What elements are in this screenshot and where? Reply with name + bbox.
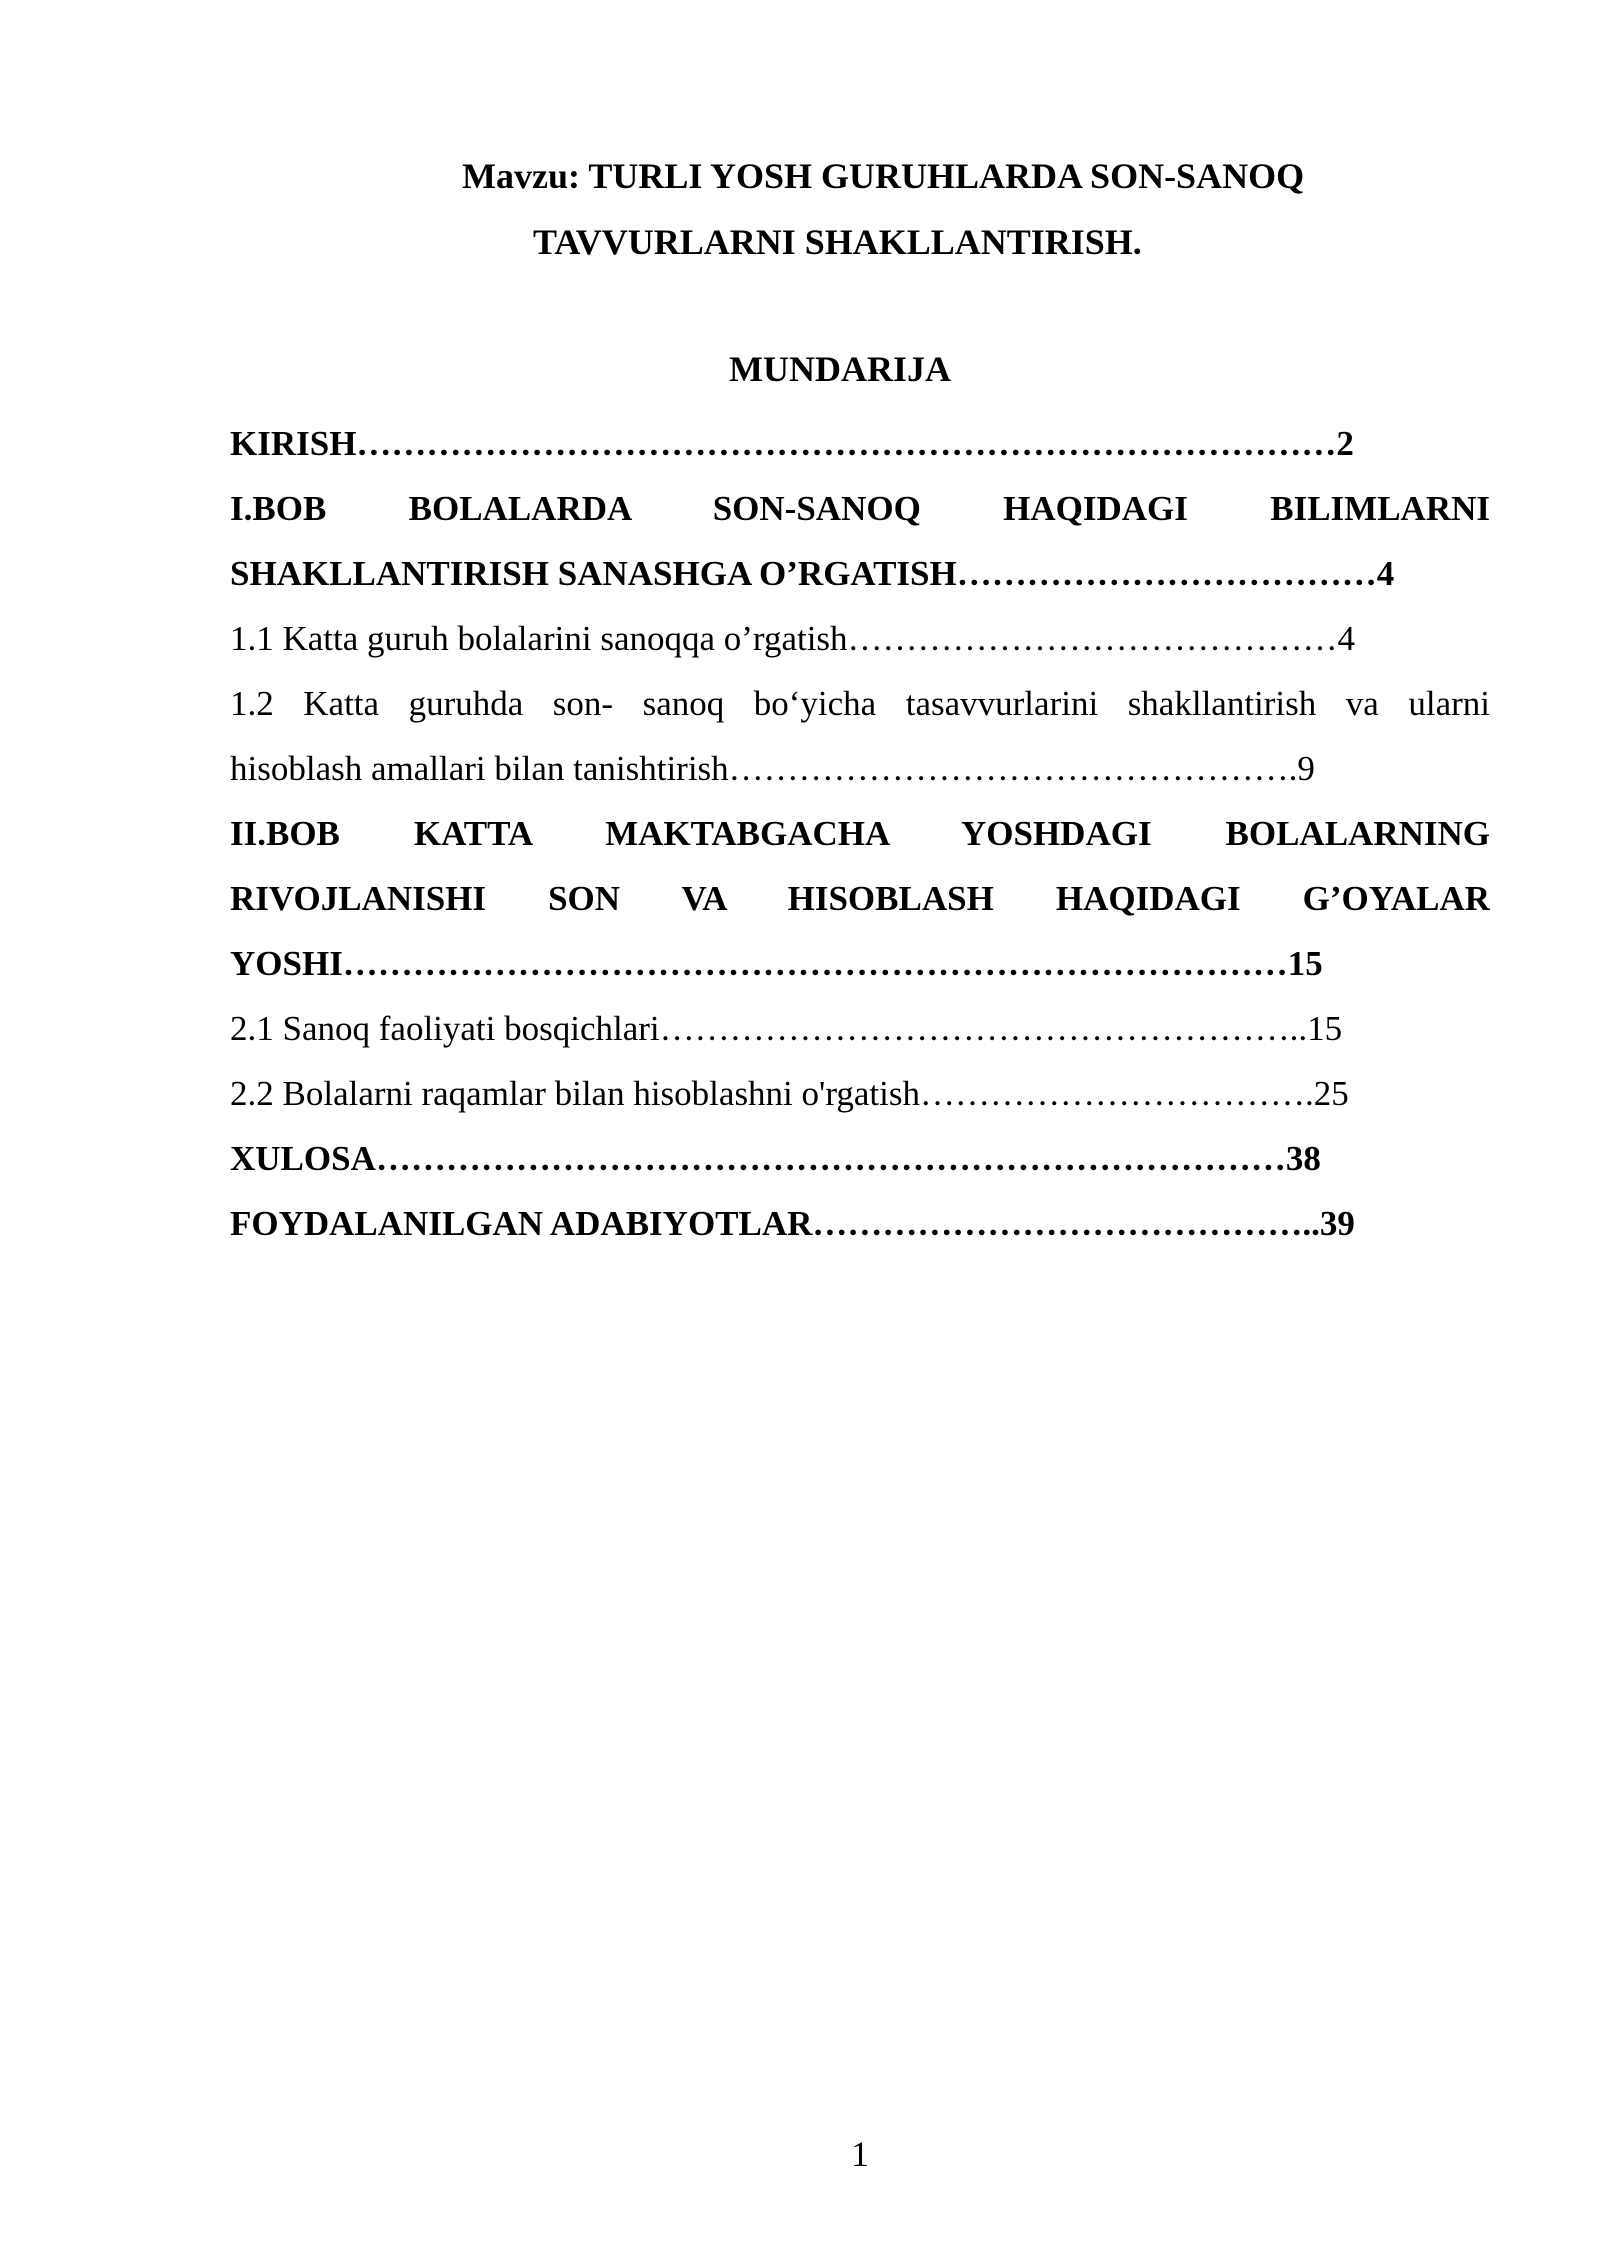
toc-entry-kirish: KIRISH…………………………………………………………………………2 <box>230 424 1354 463</box>
toc-entry-chapter-2-line-3: YOSHI………………………………………………………………………15 <box>230 944 1323 983</box>
toc-entry-section-2-1: 2.1 Sanoq faoliyati bosqichlari………………………………………………..15 <box>230 1009 1343 1048</box>
toc-entry-chapter-2-line-2: RIVOJLANISHI SON VA HISOBLASH HAQIDAGI G’OYALAR <box>230 879 1490 918</box>
toc-entry-section-2-2: 2.2 Bolalarni raqamlar bilan hisoblashni o'rgatish…………………………….25 <box>230 1074 1349 1113</box>
toc-entry-section-1-1: 1.1 Katta guruh bolalarini sanoqqa o’rgatish……………………………………4 <box>230 619 1356 658</box>
toc-entry-section-1-2-line-2: hisoblash amallari bilan tanishtirish………………………………………….9 <box>230 749 1315 788</box>
document-title-line-1: Mavzu: TURLI YOSH GURUHLARDA SON-SANOQ <box>462 156 1305 196</box>
table-of-contents <box>230 411 1490 1256</box>
toc-entry-chapter-1-line-1: I.BOB BOLALARDA SON-SANOQ HAQIDAGI BILIMLARNI <box>230 489 1490 528</box>
toc-entry-xulosa: XULOSA……………………………………………………………………38 <box>230 1139 1321 1178</box>
toc-entry-section-1-2-line-1: 1.2 Katta guruhda son- sanoq bo‘yicha tasavvurlarini shakllantirish va ularni <box>230 684 1490 723</box>
contents-heading: MUNDARIJA <box>729 349 951 389</box>
toc-entry-references: FOYDALANILGAN ADABIYOTLAR……………………………………..39 <box>230 1204 1355 1243</box>
document-title-line-2: TAVVURLARNI SHAKLLANTIRISH. <box>533 222 1142 262</box>
toc-entry-chapter-2-line-1: II.BOB KATTA MAKTABGACHA YOSHDAGI BOLALARNING <box>230 814 1490 853</box>
page-number: 1 <box>851 2134 869 2174</box>
toc-entry-chapter-1-line-2: SHAKLLANTIRISH SANASHGA O’RGATISH………………………………4 <box>230 554 1395 593</box>
